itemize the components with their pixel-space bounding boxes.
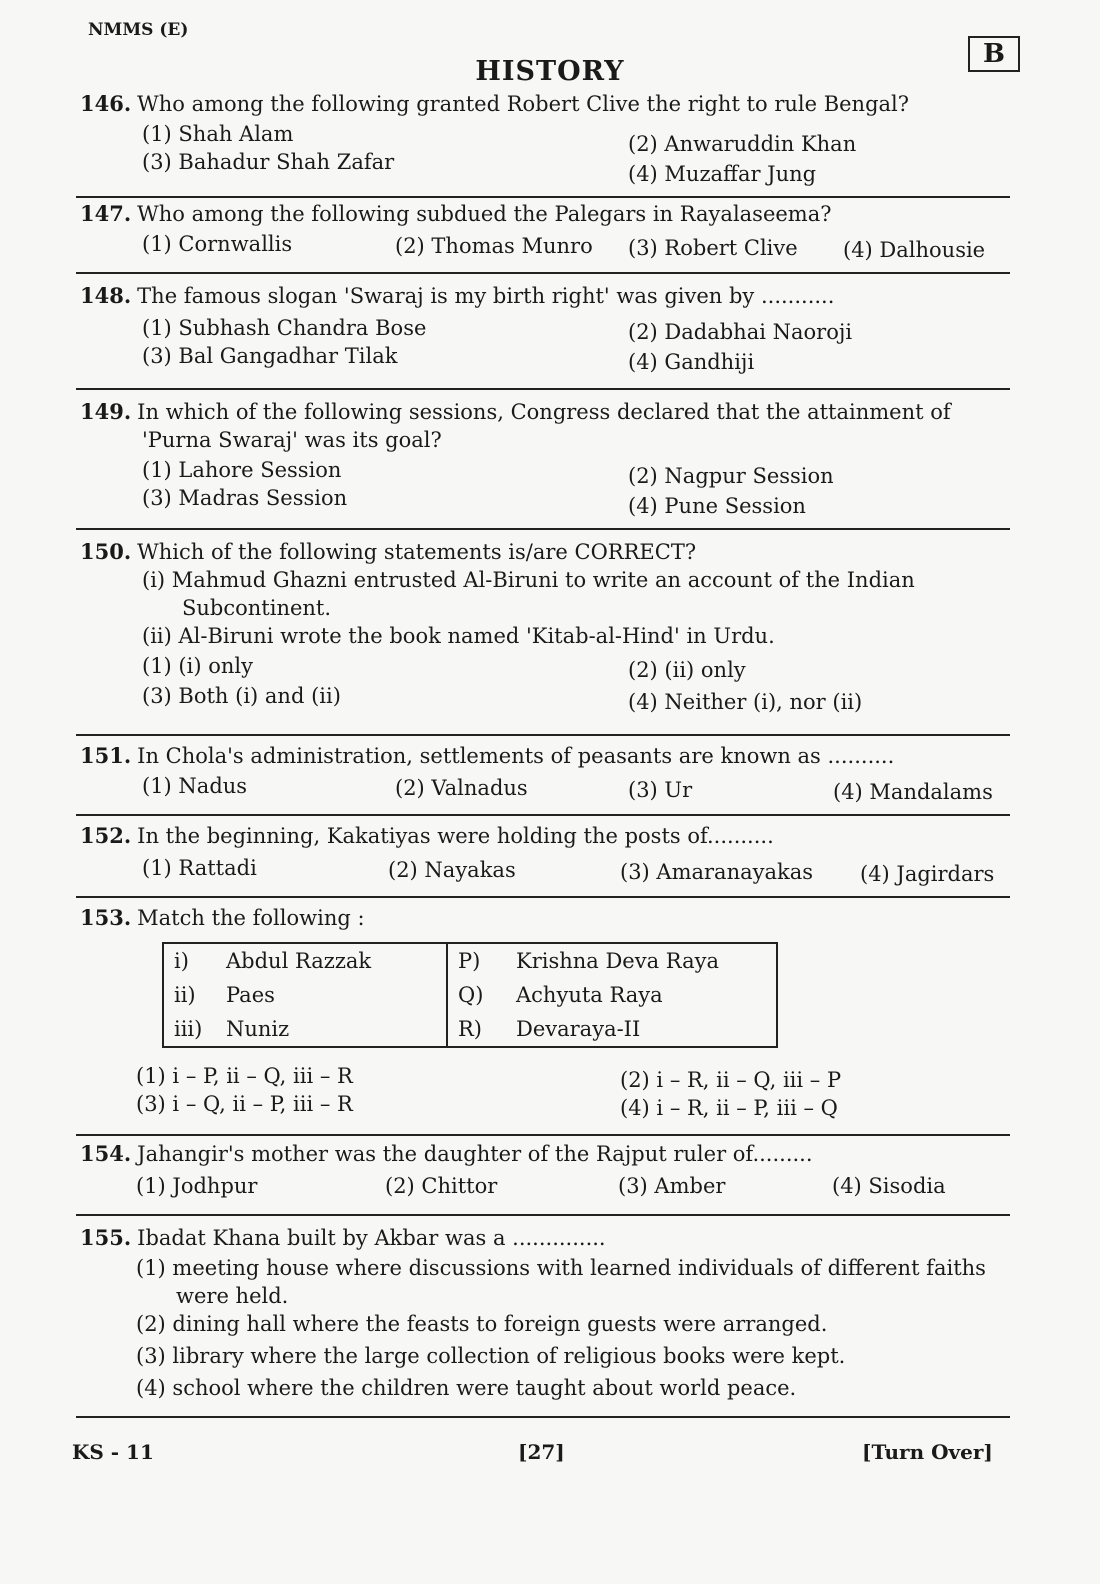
question-number: 151.: [80, 743, 132, 768]
right-key: R): [447, 1012, 506, 1047]
right-value: Achyuta Raya: [516, 983, 663, 1007]
question-153: [80, 904, 1015, 932]
question-text: In which of the following sessions, Congress declared that the attainment of: [137, 400, 951, 424]
option-1[interactable]: (1) Nadus: [142, 774, 248, 798]
question-147: [80, 200, 1015, 264]
divider: [76, 272, 1010, 274]
option-3[interactable]: (3) Both (i) and (ii): [142, 684, 341, 708]
left-value: Paes: [226, 983, 275, 1007]
question-148: [80, 282, 1015, 374]
option-3[interactable]: (3) Bahadur Shah Zafar: [142, 150, 395, 174]
option-4[interactable]: (4) Gandhiji: [628, 350, 755, 374]
divider: [76, 734, 1010, 736]
question-text: In the beginning, Kakatiyas were holding the posts of..........: [137, 824, 774, 848]
option-2[interactable]: (2) Dadabhai Naoroji: [628, 320, 853, 344]
option-text: (1) meeting house where discussions with learned individuals of different faiths: [136, 1256, 986, 1280]
divider: [76, 196, 1010, 198]
match-row: [163, 978, 777, 1012]
option-4[interactable]: (4) Mandalams: [833, 780, 993, 804]
question-151: [80, 742, 1015, 806]
divider: [76, 528, 1010, 530]
left-key: i): [174, 949, 189, 973]
question-149: [80, 398, 1015, 518]
option-2[interactable]: (2) i – R, ii – Q, iii – P: [620, 1068, 842, 1092]
option-2[interactable]: (2) (ii) only: [628, 658, 746, 682]
option-4[interactable]: (4) i – R, ii – P, iii – Q: [620, 1096, 838, 1120]
question-number: 154.: [80, 1141, 132, 1166]
option-2[interactable]: (2) Anwaruddin Khan: [628, 132, 857, 156]
option-text-cont: were held.: [176, 1284, 289, 1308]
statement-text-cont: Subcontinent.: [182, 596, 332, 620]
divider: [76, 814, 1010, 816]
question-150: [80, 538, 1015, 714]
option-4[interactable]: (4) Neither (i), nor (ii): [628, 690, 863, 714]
divider: [76, 1214, 1010, 1216]
question-number: 152.: [80, 823, 132, 848]
question-152: [80, 822, 1015, 886]
match-row: [163, 943, 777, 978]
option-1[interactable]: (1) (i) only: [142, 654, 253, 678]
right-value: Devaraya-II: [516, 1017, 641, 1041]
question-153-options: [80, 1060, 1015, 1120]
page-code: KS - 11: [72, 1440, 154, 1464]
match-row: [163, 1012, 777, 1047]
option-3[interactable]: (3) library where the large collection of religious books were kept.: [136, 1344, 846, 1368]
option-4[interactable]: (4) school where the children were taught about world peace.: [136, 1376, 797, 1400]
match-table: [162, 942, 778, 1048]
divider: [76, 896, 1010, 898]
option-1[interactable]: [136, 1252, 1015, 1308]
question-146: [80, 90, 1015, 186]
left-value: Nuniz: [226, 1017, 290, 1041]
divider: [76, 1134, 1010, 1136]
option-4[interactable]: (4) Pune Session: [628, 494, 806, 518]
question-number: 147.: [80, 201, 132, 226]
option-1[interactable]: (1) Lahore Session: [142, 458, 342, 482]
question-text-cont: 'Purna Swaraj' was its goal?: [142, 428, 442, 452]
question-number: 150.: [80, 539, 132, 564]
option-1[interactable]: (1) Rattadi: [142, 856, 257, 880]
question-text: The famous slogan 'Swaraj is my birth right' was given by ...........: [137, 284, 835, 308]
question-text: Match the following :: [137, 906, 365, 930]
left-key: ii): [174, 983, 196, 1007]
divider: [76, 388, 1010, 390]
question-number: 149.: [80, 399, 132, 424]
option-3[interactable]: (3) Amber: [618, 1174, 726, 1198]
option-3[interactable]: (3) Bal Gangadhar Tilak: [142, 344, 398, 368]
option-4[interactable]: (4) Sisodia: [832, 1174, 946, 1198]
question-number: 148.: [80, 283, 132, 308]
right-key: Q): [447, 978, 506, 1012]
divider: [76, 1416, 1010, 1418]
right-value: Krishna Deva Raya: [516, 949, 719, 973]
option-3[interactable]: (3) Robert Clive: [628, 236, 798, 260]
option-1[interactable]: (1) Jodhpur: [136, 1174, 258, 1198]
turn-over-label: [Turn Over]: [862, 1440, 993, 1464]
right-key: P): [447, 943, 506, 978]
option-3[interactable]: (3) Madras Session: [142, 486, 348, 510]
exam-code: NMMS (E): [88, 20, 189, 40]
question-text: Who among the following subdued the Palegars in Rayalaseema?: [137, 202, 832, 226]
option-2[interactable]: (2) Nagpur Session: [628, 464, 834, 488]
option-3[interactable]: (3) Ur: [628, 778, 693, 802]
statement-i: [80, 566, 1015, 622]
option-3[interactable]: (3) Amaranayakas: [620, 860, 814, 884]
option-1[interactable]: (1) i – P, ii – Q, iii – R: [136, 1064, 353, 1088]
question-number: 153.: [80, 905, 132, 930]
option-1[interactable]: (1) Shah Alam: [142, 122, 294, 146]
question-text: Who among the following granted Robert Clive the right to rule Bengal?: [137, 92, 910, 116]
option-4[interactable]: (4) Dalhousie: [843, 238, 986, 262]
section-title: HISTORY: [475, 56, 625, 87]
option-2[interactable]: (2) Nayakas: [388, 858, 516, 882]
left-value: Abdul Razzak: [226, 949, 372, 973]
option-2[interactable]: (2) dining hall where the feasts to foreign guests were arranged.: [136, 1312, 828, 1336]
option-2[interactable]: (2) Chittor: [385, 1174, 498, 1198]
question-number: 155.: [80, 1225, 132, 1250]
question-text: Which of the following statements is/are CORRECT?: [137, 540, 697, 564]
page-number: [27]: [518, 1440, 565, 1464]
question-154: [80, 1140, 1015, 1204]
option-2[interactable]: (2) Thomas Munro: [395, 234, 593, 258]
statement-ii: (ii) Al-Biruni wrote the book named 'Kitab-al-Hind' in Urdu.: [142, 624, 775, 648]
option-1[interactable]: (1) Subhash Chandra Bose: [142, 316, 427, 340]
booklet-series-box: B: [968, 36, 1020, 72]
question-text: Ibadat Khana built by Akbar was a ..............: [137, 1226, 606, 1250]
question-text: In Chola's administration, settlements of peasants are known as ..........: [137, 744, 895, 768]
option-3[interactable]: (3) i – Q, ii – P, iii – R: [136, 1092, 353, 1116]
question-number: 146.: [80, 91, 132, 116]
option-2[interactable]: (2) Valnadus: [395, 776, 528, 800]
left-key: iii): [174, 1017, 203, 1041]
option-4[interactable]: (4) Muzaffar Jung: [628, 162, 817, 186]
question-text: Jahangir's mother was the daughter of the Rajput ruler of.........: [137, 1142, 813, 1166]
option-4[interactable]: (4) Jagirdars: [860, 862, 995, 886]
statement-text: (i) Mahmud Ghazni entrusted Al-Biruni to write an account of the Indian: [142, 568, 915, 592]
question-155: [80, 1224, 1015, 1404]
option-1[interactable]: (1) Cornwallis: [142, 232, 293, 256]
